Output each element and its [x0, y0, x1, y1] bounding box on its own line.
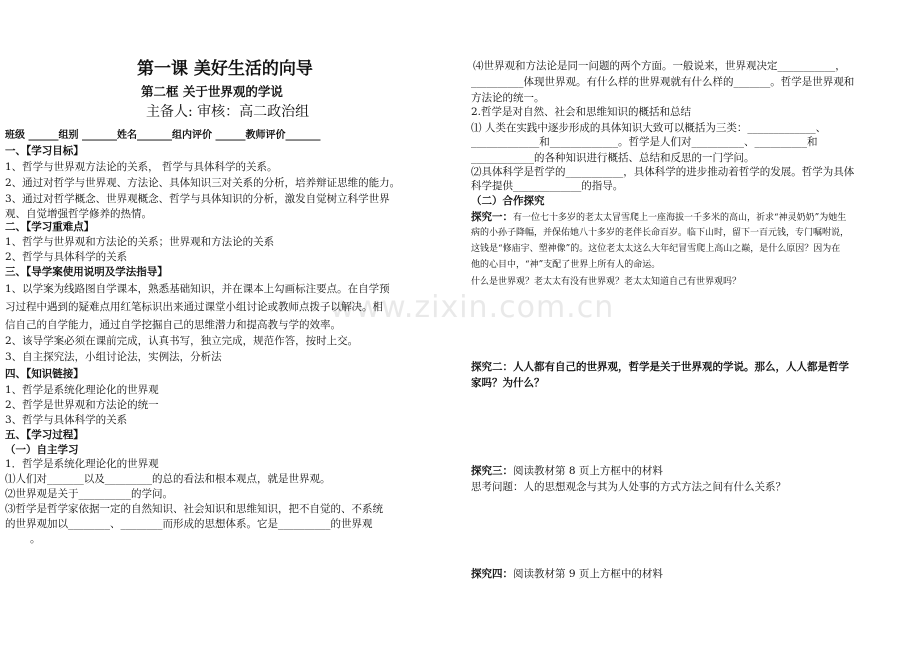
lesson-title: 第一课 美好生活的向导 [137, 59, 313, 79]
exploration-three-label: 探究三： [471, 465, 513, 477]
exploration-two-line: 家吗？为什么？ [471, 377, 545, 389]
self-study-item: ⑴人们对_______以及_________的总的看法和根本观点，就是世界观。 [5, 473, 331, 485]
exploration-two: 探究二：人人都有自己的世界观，哲学是关于世界观的学说。那么，人人都是哲学 [471, 361, 849, 373]
exploration-three-text: 阅读教材第 8 页上方框中的材料 [513, 465, 663, 477]
exploration-one-line: 病的小孙子降幅，并保佑她八十多岁的老伴长命百岁。临下山时，留下一百元钱，专门嘱咐说， [471, 228, 850, 238]
guide-item: 习过程中遇到的疑难点用红笔标识出来通过课堂小组讨论或教师点拨子以解决。相 [5, 301, 383, 313]
exploration-one-text: 有一位七十多岁的老太太冒雪爬上一座海拔一千多米的高山，祈求“神灵奶奶”为她生 [513, 213, 847, 223]
content-line: 2.哲学是对自然、社会和思维知识的概括和总结 [471, 106, 692, 118]
guide-item: 信自己的自学能力，通过自学挖掘自己的思维潜力和提高教与学的效率。 [5, 319, 341, 331]
exploration-one-question: 什么是世界观？老太太有没有世界观？老太太知道自己有世界观吗？ [471, 277, 742, 287]
key-points-heading: 二、【学习重难点】 [5, 221, 95, 233]
self-study-item: 1．哲学是系统化理论化的世界观 [5, 458, 159, 470]
student-info-line: 班级 ______组别 _______姓名_______组内评价 ______教师评价_______ [5, 130, 321, 141]
content-line: ⑷世界观和方法论是同一问题的两个方面。一般说来，世界观决定___________， [473, 60, 846, 72]
guide-heading: 三、【导学案使用说明及学法指导】 [5, 266, 168, 278]
content-line: ⑴ 人类在实践中逐步形成的具体知识大致可以概括为三类：_____________、 [471, 122, 827, 134]
guide-item: 3、自主探究法，小组讨论法，实例法，分析法 [5, 351, 222, 363]
knowledge-link-heading: 四、【知识链接】 [5, 368, 84, 380]
section-subtitle: 第二框 关于世界观的学说 [141, 84, 283, 99]
key-point-item: 1、哲学与世界观和方法论的关系；世界观和方法论的关系 [5, 236, 275, 248]
exploration-three [471, 463, 663, 479]
exploration-one-line: 他的心目中，“神”支配了世界上所有人的命运。 [471, 260, 661, 270]
guide-item: 2、该导学案必须在课前完成，认真书写，独立完成，规范作答，按时上交。 [5, 335, 359, 347]
cooperation-heading: （二）合作探究 [471, 195, 545, 207]
knowledge-link-item: 1、哲学是系统化理论化的世界观 [5, 384, 159, 396]
exploration-three-question: 思考问题：人的思想观念与其为人处事的方式方法之间有什么关系？ [471, 481, 786, 493]
content-line: ____________的各种知识进行概括、总结和反思的一门学问。 [471, 152, 755, 164]
watermark: www.zixin.com.cn [330, 290, 615, 325]
exploration-four [471, 566, 663, 582]
goal-item: 1、哲学与世界观方法论的关系， 哲学与具体科学的关系。 [5, 161, 278, 173]
exploration-four-label: 探究四： [471, 568, 513, 580]
knowledge-link-item: 2、哲学是世界观和方法论的统一 [5, 399, 159, 411]
knowledge-link-item: 3、哲学与具体科学的关系 [5, 414, 128, 426]
process-heading: 五、【学习过程】 [5, 429, 84, 441]
content-line: ⑵具体科学是哲学的___________，具体科学的进步推动着哲学的发展。哲学为具体 [471, 166, 855, 178]
goal-item: 观、自觉增强哲学修养的热情。 [5, 208, 152, 220]
content-line: 科学提供_____________的指导。 [471, 180, 624, 192]
goal-item: 2、通过对哲学与世界观、方法论、具体知识三对关系的分析，培养辩证思维的能力。 [5, 177, 401, 189]
key-point-item: 2、哲学与具体科学的关系 [5, 251, 128, 263]
exploration-four-text: 阅读教材第 9 页上方框中的材料 [513, 568, 663, 580]
guide-item: 1、以学案为线路图自学课本，熟悉基础知识，并在课本上勾画标注要点。在自学预 [5, 283, 390, 295]
self-study-item: ⑵世界观是关于__________的学问。 [5, 488, 173, 500]
content-line: _____________和_____________。哲学是人们对__________、__________和 [471, 136, 818, 148]
exploration-one [471, 209, 846, 226]
goal-item: 3、通过对哲学概念、世界观概念、哲学与具体知识的分析，激发自觉树立科学世界 [5, 193, 390, 205]
self-study-item: 。 [30, 533, 41, 545]
content-line: __________体现世界观。有什么样的世界观就有什么样的_______。哲学是世界观和 [471, 76, 855, 88]
self-study-heading: （一）自主学习 [5, 444, 79, 456]
exploration-one-line: 这钱是“修庙宇、塑神像”的。这位老太太这么大年纪冒雪爬上高山之巅，是什么原因？因为在 [471, 244, 841, 254]
content-line: 方法论的统一。 [471, 92, 545, 104]
goals-heading: 一、【学习目标】 [5, 145, 84, 157]
self-study-item: 的世界观加以________、________而形成的思想体系。它是__________的世界观 [5, 518, 373, 530]
self-study-item: ⑶哲学是哲学家依据一定的自然知识、社会知识和思维知识，把不自觉的、不系统 [5, 503, 383, 515]
author-line: 主备人: 审核：高二政治组 [146, 104, 310, 120]
exploration-one-label: 探究一： [471, 211, 513, 223]
